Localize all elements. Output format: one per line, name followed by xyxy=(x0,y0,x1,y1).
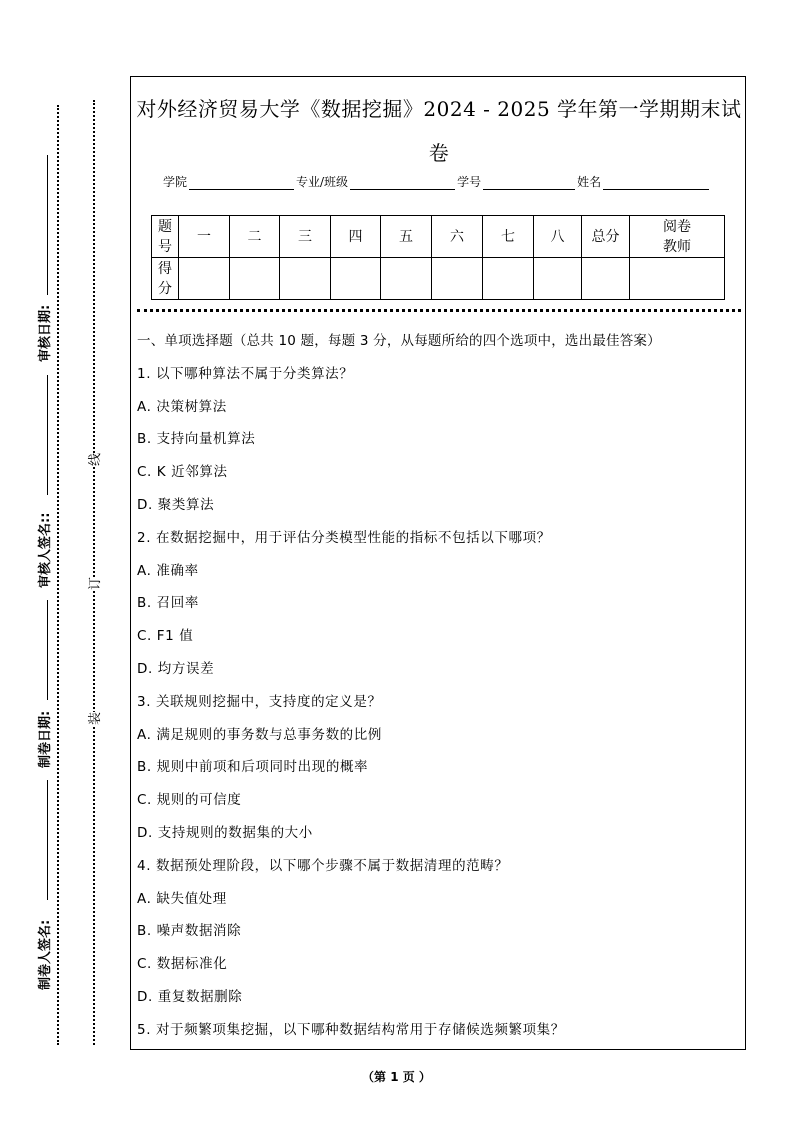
score-cell-3[interactable] xyxy=(280,258,331,300)
name-label: 姓名 xyxy=(577,175,602,189)
reviewer-sign-label: 审核人签名:: xyxy=(38,512,53,588)
score-cell-4[interactable] xyxy=(331,258,381,300)
score-col-total: 总分 xyxy=(582,216,630,258)
student-info-row xyxy=(163,173,711,190)
inner-dotted-line xyxy=(93,100,95,1045)
section-title: 一、单项选择题（总共 10 题，每题 3 分，从每题所给的四个选项中，选出最佳答案） xyxy=(137,333,661,349)
score-table-score-row xyxy=(152,258,725,300)
page-number: （第 1 页 ） xyxy=(362,1070,431,1084)
exam-title-line2: 卷 xyxy=(428,141,450,165)
score-cell-8[interactable] xyxy=(534,258,582,300)
question-option: C. F1 值 xyxy=(137,628,194,645)
question-stem: 5. 对于频繁项集挖掘，以下哪种数据结构常用于存储候选频繁项集？ xyxy=(137,1021,565,1038)
reviewer-sign-line xyxy=(47,375,48,495)
question-option: D. 支持规则的数据集的大小 xyxy=(137,824,313,841)
question-option: A. 缺失值处理 xyxy=(137,890,227,907)
score-cell-6[interactable] xyxy=(432,258,483,300)
question-option: D. 聚类算法 xyxy=(137,496,215,513)
score-cell-5[interactable] xyxy=(381,258,432,300)
question-stem: 2. 在数据挖掘中，用于评估分类模型性能的指标不包括以下哪项？ xyxy=(137,529,551,546)
score-col-2: 二 xyxy=(230,216,280,258)
college-label: 学院 xyxy=(163,175,188,189)
question-stem: 3. 关联规则挖掘中，支持度的定义是？ xyxy=(137,693,382,710)
score-col-5: 五 xyxy=(381,216,432,258)
question-option: C. K 近邻算法 xyxy=(137,464,228,481)
question-option: D. 均方误差 xyxy=(137,660,215,677)
exam-title-line1: 对外经济贸易大学《数据挖掘》2024 - 2025 学年第一学期期末试 xyxy=(136,97,742,121)
score-col-8: 八 xyxy=(534,216,582,258)
maker-sign-line xyxy=(47,780,48,900)
score-cell-total[interactable] xyxy=(582,258,630,300)
make-date-label: 制卷日期: xyxy=(38,710,53,768)
make-date-line xyxy=(47,600,48,700)
review-date-label: 审核日期: xyxy=(38,304,53,362)
score-col-grader: 阅卷教师 xyxy=(630,216,725,258)
major-label: 专业/班级 xyxy=(296,175,349,189)
question-option: A. 准确率 xyxy=(137,562,199,579)
score-row-header: 得分 xyxy=(152,258,179,300)
review-date-line xyxy=(47,155,48,295)
question-option: C. 数据标准化 xyxy=(137,956,228,973)
question-number-header: 题号 xyxy=(152,216,179,258)
exam-title xyxy=(131,87,746,175)
name-field[interactable] xyxy=(603,176,709,190)
bind-char-install: 装 xyxy=(82,712,105,725)
college-field[interactable] xyxy=(189,176,294,190)
score-cell-2[interactable] xyxy=(230,258,280,300)
score-cell-1[interactable] xyxy=(179,258,230,300)
question-option: B. 噪声数据消除 xyxy=(137,923,242,940)
question-option: A. 决策树算法 xyxy=(137,398,227,415)
question-option: B. 规则中前项和后项同时出现的概率 xyxy=(137,759,369,776)
major-field[interactable] xyxy=(350,176,455,190)
question-stem: 1. 以下哪种算法不属于分类算法？ xyxy=(137,365,354,382)
score-col-3: 三 xyxy=(280,216,331,258)
bind-char-order: 订 xyxy=(82,577,105,590)
student-id-field[interactable] xyxy=(483,176,575,190)
question-option: B. 支持向量机算法 xyxy=(137,431,256,448)
outer-dotted-line xyxy=(57,105,59,1045)
question-stem: 4. 数据预处理阶段，以下哪个步骤不属于数据清理的范畴？ xyxy=(137,857,509,874)
question-option: D. 重复数据删除 xyxy=(137,988,243,1005)
score-table-header-row xyxy=(152,216,725,258)
question-option: B. 召回率 xyxy=(137,595,199,612)
student-id-label: 学号 xyxy=(457,175,482,189)
question-area xyxy=(137,330,746,1050)
score-col-7: 七 xyxy=(483,216,534,258)
question-option: C. 规则的可信度 xyxy=(137,792,242,809)
score-col-4: 四 xyxy=(331,216,381,258)
maker-sign-label: 制卷人签名: xyxy=(38,919,53,990)
score-cell-grader[interactable] xyxy=(630,258,725,300)
score-col-1: 一 xyxy=(179,216,230,258)
score-col-6: 六 xyxy=(432,216,483,258)
section-divider xyxy=(137,309,741,312)
score-cell-7[interactable] xyxy=(483,258,534,300)
score-table xyxy=(151,215,725,300)
question-option: A. 满足规则的事务数与总事务数的比例 xyxy=(137,726,382,743)
bind-char-line: 线 xyxy=(82,453,105,466)
exam-frame xyxy=(130,76,746,1050)
